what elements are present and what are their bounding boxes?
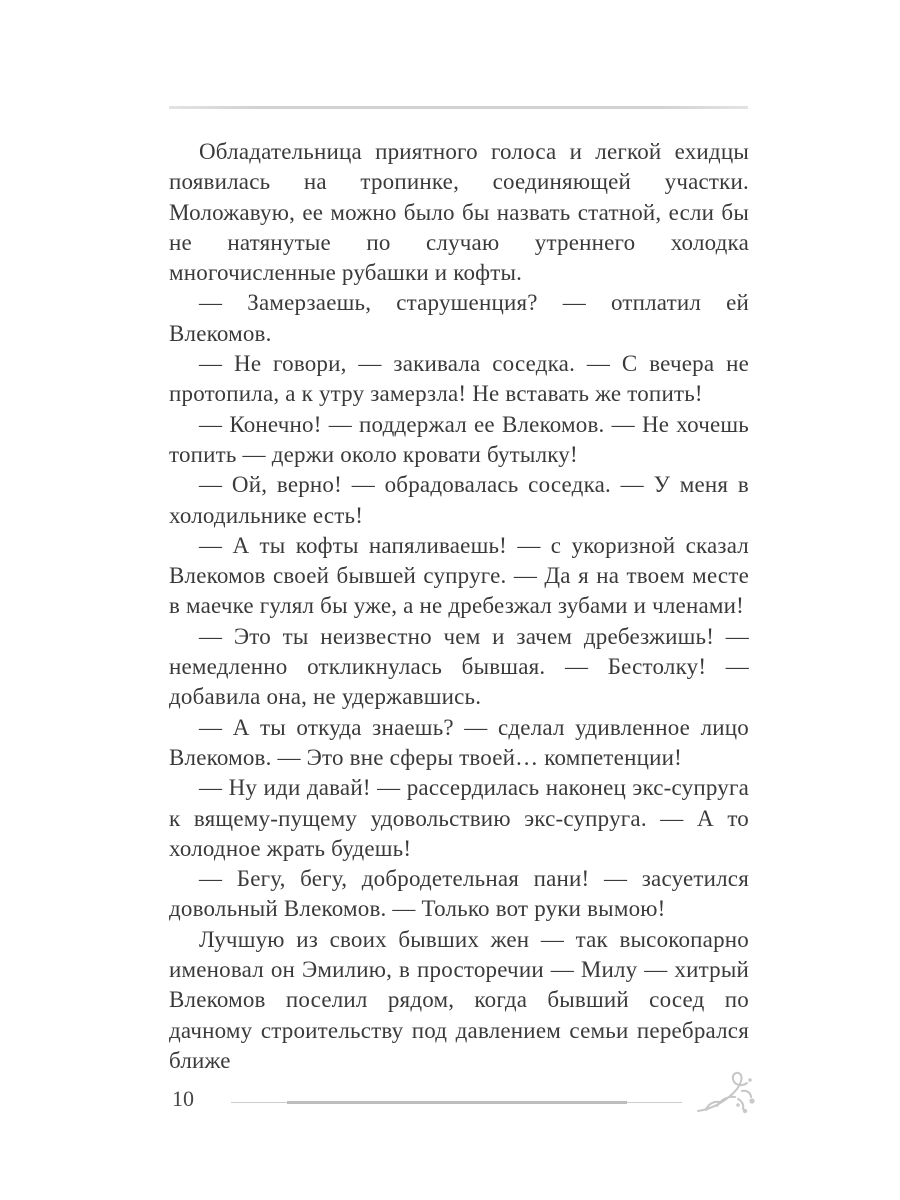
paragraph: — А ты кофты напяливаешь! — с укоризной сказал Влекомов своей бывшей супруге. — Да я на твоем месте в маечке гулял бы уже, а не дребезжал зубами и членами! xyxy=(169,532,749,619)
footer-divider xyxy=(231,1101,682,1104)
paragraph: — Не говори, — закивала соседка. — С вечера не протопила, а к утру замерзла! Не вставать же топить! xyxy=(169,351,749,407)
paragraph: — Конечно! — поддержал ее Влекомов. — Не хочешь топить — держи около кровати бутылку! xyxy=(169,411,749,467)
page-text xyxy=(169,137,749,1077)
floral-flourish-icon xyxy=(694,1068,758,1121)
paragraph: — Ой, верно! — обрадовалась соседка. — У меня в холодильнике есть! xyxy=(169,472,749,528)
top-divider xyxy=(169,106,748,109)
paragraph: — Замерзаешь, старушенция? — отплатил ей Влекомов. xyxy=(169,290,749,346)
paragraph: Обладательница приятного голоса и легкой ехидцы появилась на тропинке, соединяющей участки. Моложавую, ее можно было бы назвать статной, если бы не натянутые по случаю утреннего холодка многочисленные рубашки и кофты. xyxy=(169,139,749,286)
page-number: 10 xyxy=(172,1086,194,1111)
paragraph: — А ты откуда знаешь? — сделал удивленное лицо Влекомов. — Это вне сферы твоей… компетенции! xyxy=(169,714,749,770)
paragraph: — Бегу, бегу, добродетельная пани! — засуетился довольный Влекомов. — Только вот руки вымою! xyxy=(169,866,749,922)
paragraph: Лучшую из своих бывших жен — так высокопарно именовал он Эмилию, в просторечии — Милу — хитрый Влекомов поселил рядом, когда бывший сосед по дачному строительству под давлением семьи перебрался ближе xyxy=(169,926,749,1073)
paragraph: — Это ты неизвестно чем и зачем дребезжишь! — немедленно откликнулась бывшая. — Бестолку! — добавила она, не удержавшись. xyxy=(169,623,749,710)
footer-divider-thick-line xyxy=(287,1101,627,1104)
paragraph: — Ну иди давай! — рассердилась наконец экс-супруга к вящему-пущему удовольствию экс-супруга. — А то холодное жрать будешь! xyxy=(169,775,749,861)
